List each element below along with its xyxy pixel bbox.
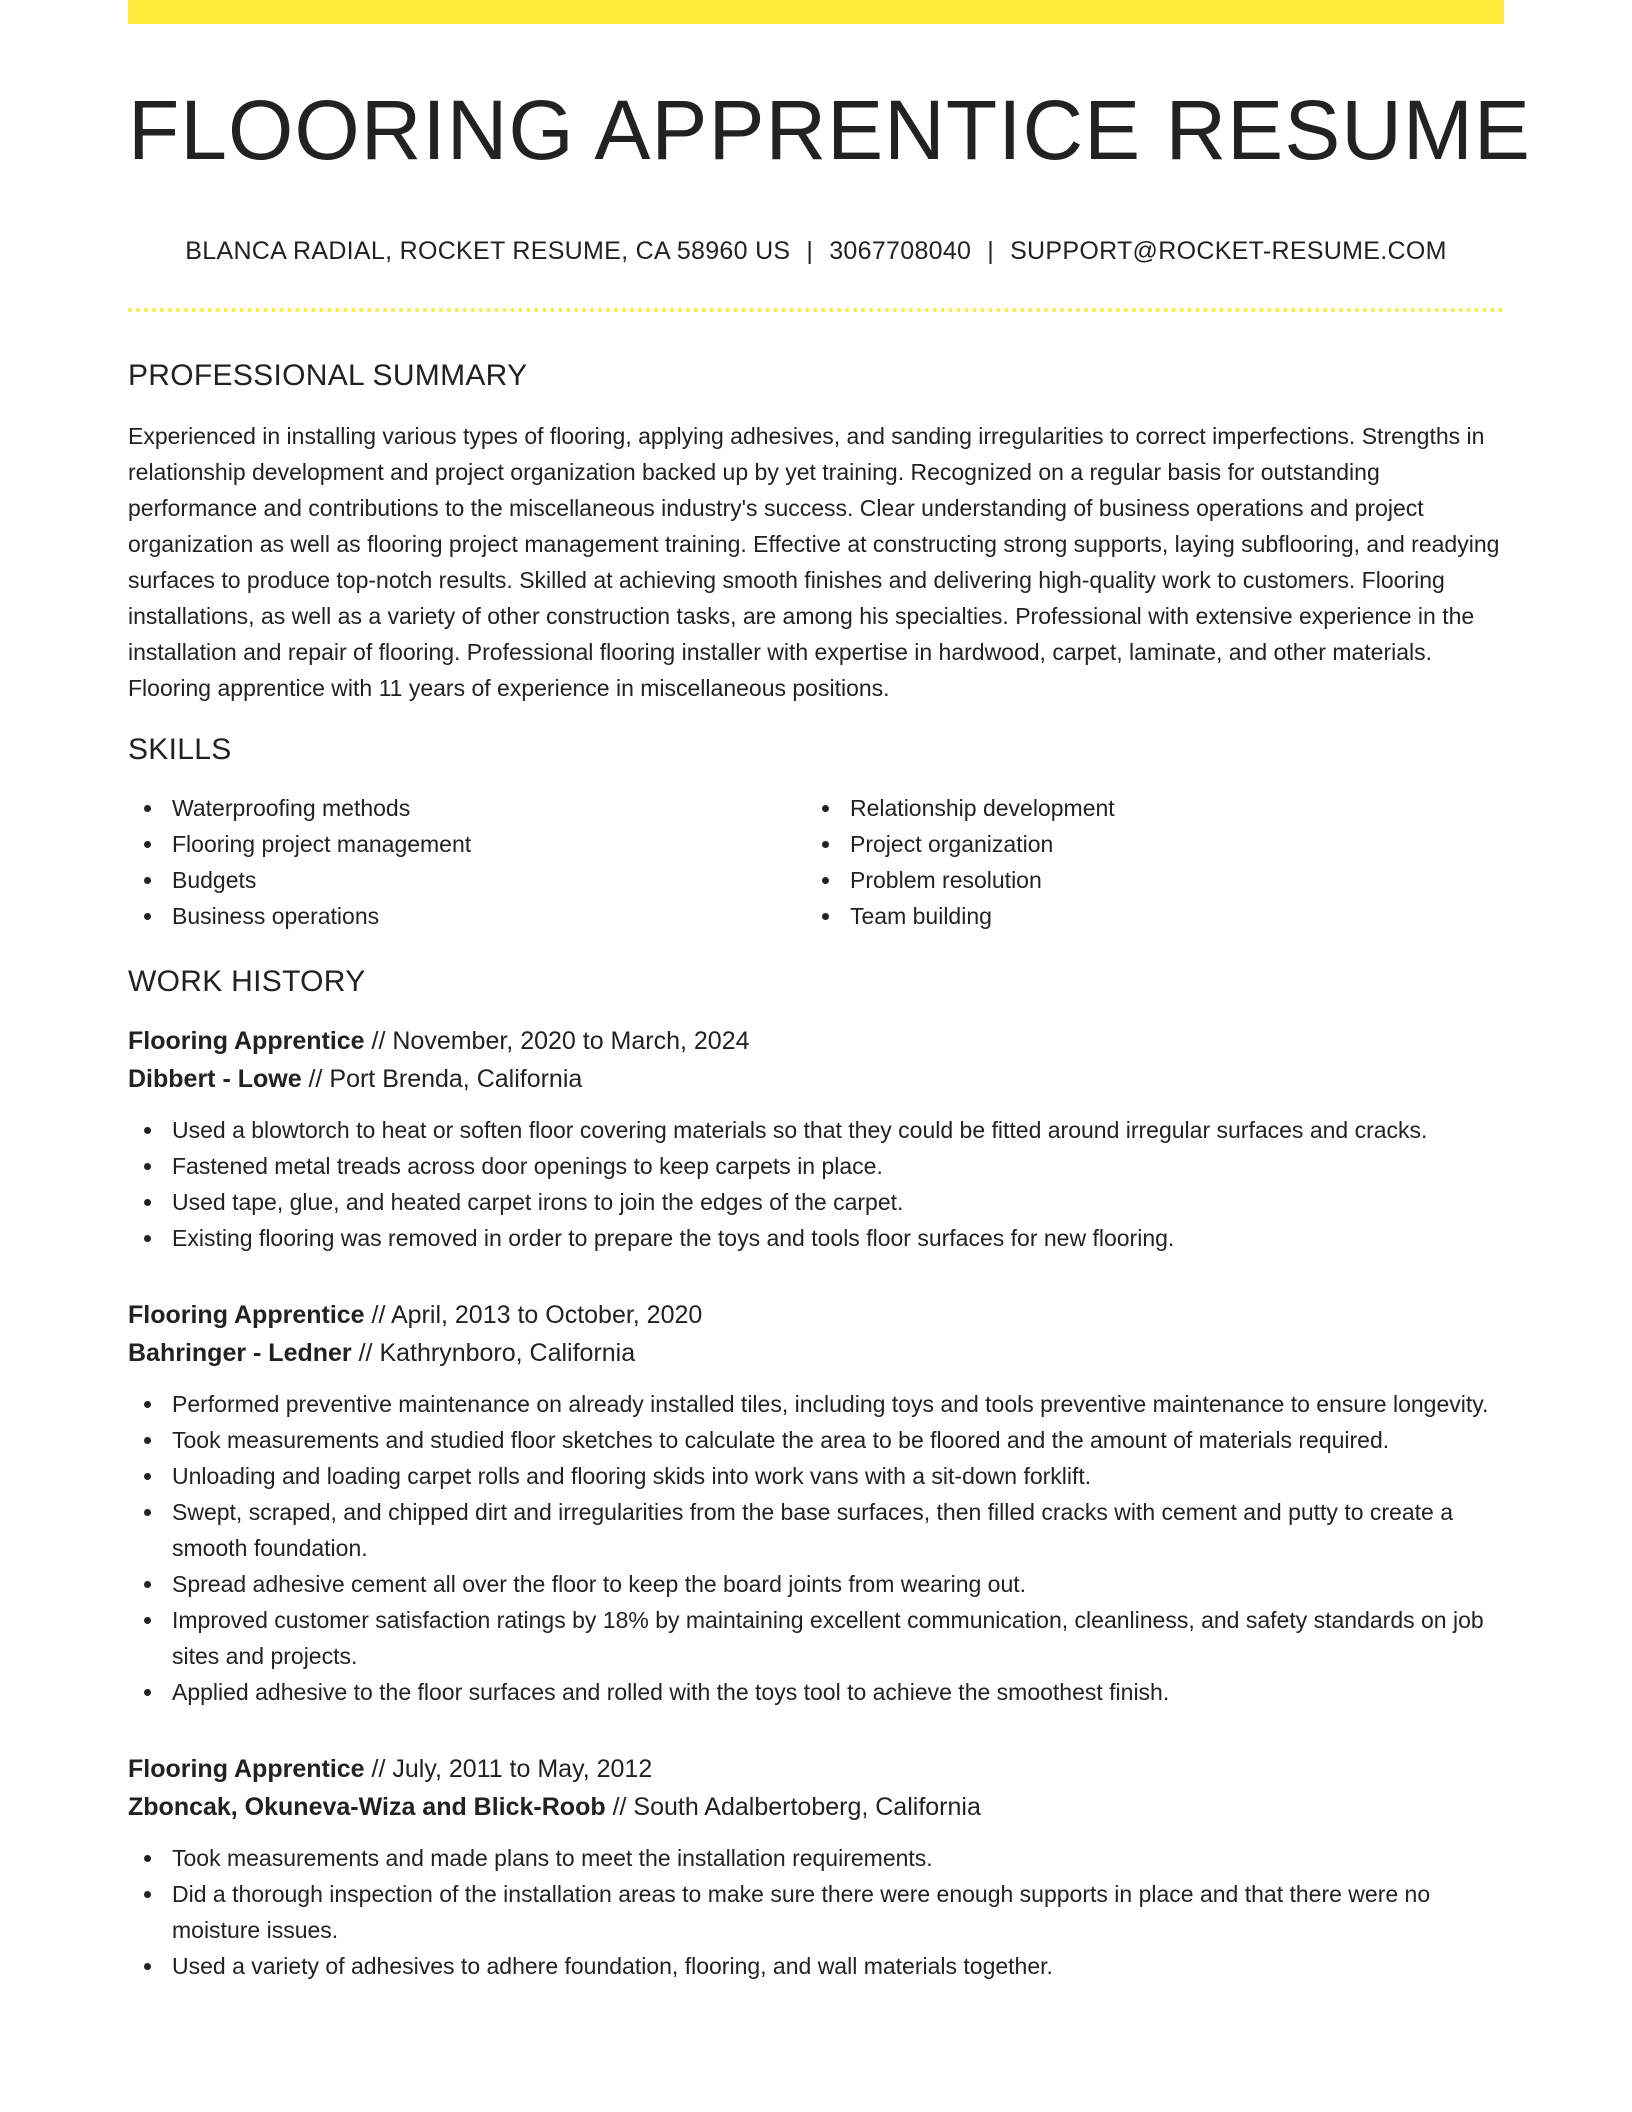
skills-column-right: [806, 790, 1484, 934]
job-duty-item: Swept, scraped, and chipped dirt and irregularities from the base surfaces, then filled cracks with cement and putty to create a smooth foundation.: [128, 1494, 1504, 1566]
job-duty-item: Performed preventive maintenance on already installed tiles, including toys and tools preventive maintenance to ensure longevity.: [128, 1386, 1504, 1422]
dotted-divider: [128, 308, 1504, 312]
job-title-line: [128, 1750, 1504, 1788]
skill-item: Flooring project management: [128, 826, 806, 862]
contact-line: [128, 236, 1504, 266]
job-location: // South Adalbertoberg, California: [605, 1793, 981, 1821]
job-duties: [128, 1386, 1504, 1710]
job-entry: [128, 1750, 1504, 1984]
job-title: Flooring Apprentice: [128, 1755, 365, 1783]
job-location: // Port Brenda, California: [301, 1065, 583, 1093]
job-duties: [128, 1112, 1504, 1256]
job-title: Flooring Apprentice: [128, 1301, 365, 1329]
contact-phone: 3067708040: [829, 237, 972, 265]
job-company-line: [128, 1788, 1504, 1826]
skills-heading: SKILLS: [128, 733, 232, 766]
job-duty-item: Used a blowtorch to heat or soften floor covering materials so that they could be fitted around irregular surfaces and cracks.: [128, 1112, 1504, 1148]
job-duties: [128, 1840, 1504, 1984]
job-duty-item: Used tape, glue, and heated carpet irons to join the edges of the carpet.: [128, 1184, 1504, 1220]
job-title: Flooring Apprentice: [128, 1027, 365, 1055]
job-duty-item: Unloading and loading carpet rolls and flooring skids into work vans with a sit-down forklift.: [128, 1458, 1504, 1494]
job-duty-item: Spread adhesive cement all over the floor to keep the board joints from wearing out.: [128, 1566, 1504, 1602]
resume-title: FLOORING APPRENTICE RESUME: [128, 83, 1531, 177]
job-company: Bahringer - Ledner: [128, 1339, 352, 1367]
job-duty-item: Applied adhesive to the floor surfaces and rolled with the toys tool to achieve the smoothest finish.: [128, 1674, 1504, 1710]
work-history-heading: WORK HISTORY: [128, 965, 366, 998]
contact-address: BLANCA RADIAL, ROCKET RESUME, CA 58960 US: [185, 237, 791, 265]
job-dates: // November, 2020 to March, 2024: [364, 1027, 750, 1055]
skill-item: Project organization: [806, 826, 1484, 862]
skill-item: Waterproofing methods: [128, 790, 806, 826]
job-company: Dibbert - Lowe: [128, 1065, 302, 1093]
contact-email: SUPPORT@ROCKET-RESUME.COM: [1010, 237, 1447, 265]
summary-heading: PROFESSIONAL SUMMARY: [128, 359, 528, 392]
job-duty-item: Took measurements and made plans to meet the installation requirements.: [128, 1840, 1504, 1876]
job-entry: [128, 1296, 1504, 1710]
skills-column-left: [128, 790, 806, 934]
summary-text: Experienced in installing various types of flooring, applying adhesives, and sanding irregularities to correct imperfections. Strengths in relationship development and project organization backed up by yet training. Recognized on a regular basis for outstanding performance and contributions to the miscellaneous industry's success. Clear understanding of business operations and project organization as well as flooring project management training. Effective at constructing strong supports, laying subflooring, and readying surfaces to produce top-notch results. Skilled at achieving smooth finishes and delivering high-quality work to customers. Flooring installations, as well as a variety of other construction tasks, are among his specialties. Professional with extensive experience in the installation and repair of flooring. Professional flooring installer with expertise in hardwood, carpet, laminate, and other materials. Flooring apprentice with 11 years of experience in miscellaneous positions.: [128, 423, 1500, 701]
job-title-line: [128, 1296, 1504, 1334]
job-duty-item: Used a variety of adhesives to adhere foundation, flooring, and wall materials together.: [128, 1948, 1504, 1984]
skill-item: Budgets: [128, 862, 806, 898]
job-title-line: [128, 1022, 1504, 1060]
job-duty-item: Did a thorough inspection of the installation areas to make sure there were enough supports in place and that there were no moisture issues.: [128, 1876, 1504, 1948]
skill-item: Problem resolution: [806, 862, 1484, 898]
job-entry: [128, 1022, 1504, 1256]
contact-separator: |: [987, 237, 995, 265]
skill-item: Business operations: [128, 898, 806, 934]
job-duty-item: Improved customer satisfaction ratings by 18% by maintaining excellent communication, cleanliness, and safety standards on job sites and projects.: [128, 1602, 1504, 1674]
resume-page: [128, 0, 1531, 2112]
job-duty-item: Existing flooring was removed in order to prepare the toys and tools floor surfaces for new flooring.: [128, 1220, 1504, 1256]
job-dates: // April, 2013 to October, 2020: [364, 1301, 703, 1329]
top-accent-bar: [128, 0, 1504, 24]
job-location: // Kathrynboro, California: [351, 1339, 636, 1367]
job-company-line: [128, 1060, 1504, 1098]
job-duty-item: Took measurements and studied floor sketches to calculate the area to be floored and the amount of materials required.: [128, 1422, 1504, 1458]
contact-separator: |: [806, 237, 814, 265]
skill-item: Relationship development: [806, 790, 1484, 826]
job-company-line: [128, 1334, 1504, 1372]
job-dates: // July, 2011 to May, 2012: [364, 1755, 653, 1783]
skill-item: Team building: [806, 898, 1484, 934]
job-duty-item: Fastened metal treads across door openings to keep carpets in place.: [128, 1148, 1504, 1184]
job-company: Zboncak, Okuneva-Wiza and Blick-Roob: [128, 1793, 606, 1821]
skills-list: [128, 790, 1504, 934]
